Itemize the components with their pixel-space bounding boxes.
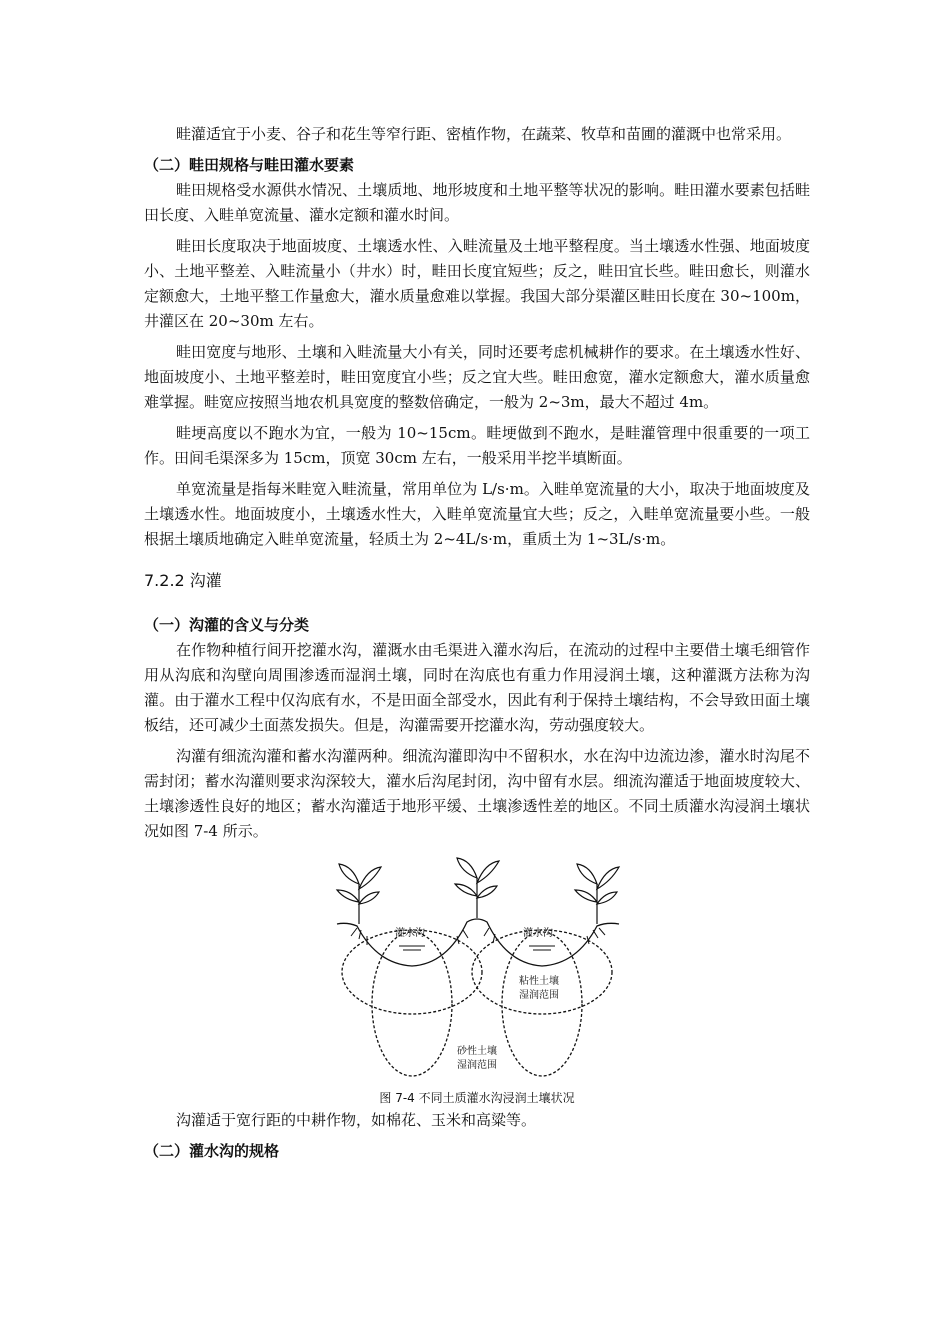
label-clay-soil: 粘性土壤 [519,976,559,987]
plant-left [337,864,381,924]
document-body [144,122,810,1164]
paragraph-furrow-crops: 沟灌适于宽行距的中耕作物，如棉花、玉米和高粱等。 [176,1111,537,1129]
heading-furrow-specs: （二）灌水沟的规格 [144,1142,280,1160]
sand-wetting-right [502,932,582,1076]
paragraph-border-elements: 畦田规格受水源供水情况、土壤质地、地形坡度和土地平整等状况的影响。畦田灌水要素包括畦田长度、入畦单宽流量、灌水定额和灌水时间。 [144,181,810,224]
paragraph-furrow-definition: 在作物种植行间开挖灌水沟，灌溉水由毛渠进入灌水沟后，在流动的过程中主要借土壤毛细管作用从沟底和沟壁向周围渗透而湿润土壤，同时在沟底也有重力作用浸润土壤，这种灌溉方法称为沟灌。由于灌水工程中仅沟底有水，不是田面全部受水，因此有利于保持土壤结构，不会导致田面土壤板结，还可减少土面蒸发损失。但是，沟灌需要开挖灌水沟，劳动强度较大。 [144,641,810,734]
paragraph-furrow-types: 沟灌有细流沟灌和蓄水沟灌两种。细流沟灌即沟中不留积水，水在沟中边流边渗，灌水时沟尾不需封闭；蓄水沟灌则要求沟深较大，灌水后沟尾封闭，沟中留有水层。细流沟灌适于地面坡度较大、土壤渗透性良好的地区；蓄水沟灌适于地形平缓、土壤渗透性差的地区。不同土质灌水沟浸润土壤状况如图 7-4 所示。 [144,747,810,840]
label-furrow-left: 灌水沟 [395,928,425,939]
section-title-furrow-irrigation: 7.2.2 沟灌 [144,571,222,590]
water-line-left [399,946,425,950]
sand-wetting-left [372,932,452,1076]
paragraph-border-length: 畦田长度取决于地面坡度、土壤透水性、入畦流量及土地平整程度。当土壤透水性强、地面坡度小、土地平整差、入畦流量小（井水）时，畦田长度宜短些；反之，畦田宜长些。畦田愈长，则灌水定额愈大，土地平整工作量愈大，灌水质量愈难以掌握。我国大部分渠灌区畦田长度在 30~100m，井灌区在 20~30m 左右。 [144,237,810,330]
furrow-diagram [327,854,627,1084]
heading-furrow-definition: （一）沟灌的含义与分类 [144,616,310,634]
label-furrow-right: 灌水沟 [523,928,553,939]
figure-caption: 图 7-4 不同土质灌水沟浸润土壤状况 [379,1091,575,1105]
paragraph-border-width: 畦田宽度与地形、土壤和入畦流量大小有关，同时还要考虑机械耕作的要求。在土壤透水性好、地面坡度小、土地平整差时，畦田宽度宜小些；反之宜大些。畦田愈宽，灌水定额愈大，灌水质量愈难掌握。畦宽应按照当地农机具宽度的整数倍确定，一般为 2~3m，最大不超过 4m。 [144,343,810,411]
label-sand-range: 湿润范围 [457,1060,497,1071]
heading-border-specs: （二）畦田规格与畦田灌水要素 [144,156,355,174]
figure-furrow-wetting [144,854,810,1108]
paragraph-border-irrigation-crops: 畦灌适宜于小麦、谷子和花生等窄行距、密植作物，在蔬菜、牧草和苗圃的灌溉中也常采用。 [176,125,792,143]
plant-middle [455,858,499,918]
paragraph-ridge-height: 畦埂高度以不跑水为宜，一般为 10~15cm。畦埂做到不跑水，是畦灌管理中很重要的一项工作。田间毛渠深多为 15cm，顶宽 30cm 左右，一般采用半挖半填断面。 [144,424,810,467]
water-line-right [529,946,555,950]
plant-right [575,864,619,924]
label-clay-range: 湿润范围 [519,990,559,1001]
label-sand-soil: 砂性土壤 [457,1046,497,1057]
clay-wetting-left [342,930,482,1014]
paragraph-unit-flow: 单宽流量是指每米畦宽入畦流量，常用单位为 L/s·m。入畦单宽流量的大小，取决于地面坡度及土壤透水性。地面坡度小，土壤透水性大，入畦单宽流量宜大些；反之，入畦单宽流量要小些。一般根据土壤质地确定入畦单宽流量，轻质土为 2~4L/s·m，重质土为 1~3L/s·m。 [144,480,810,548]
